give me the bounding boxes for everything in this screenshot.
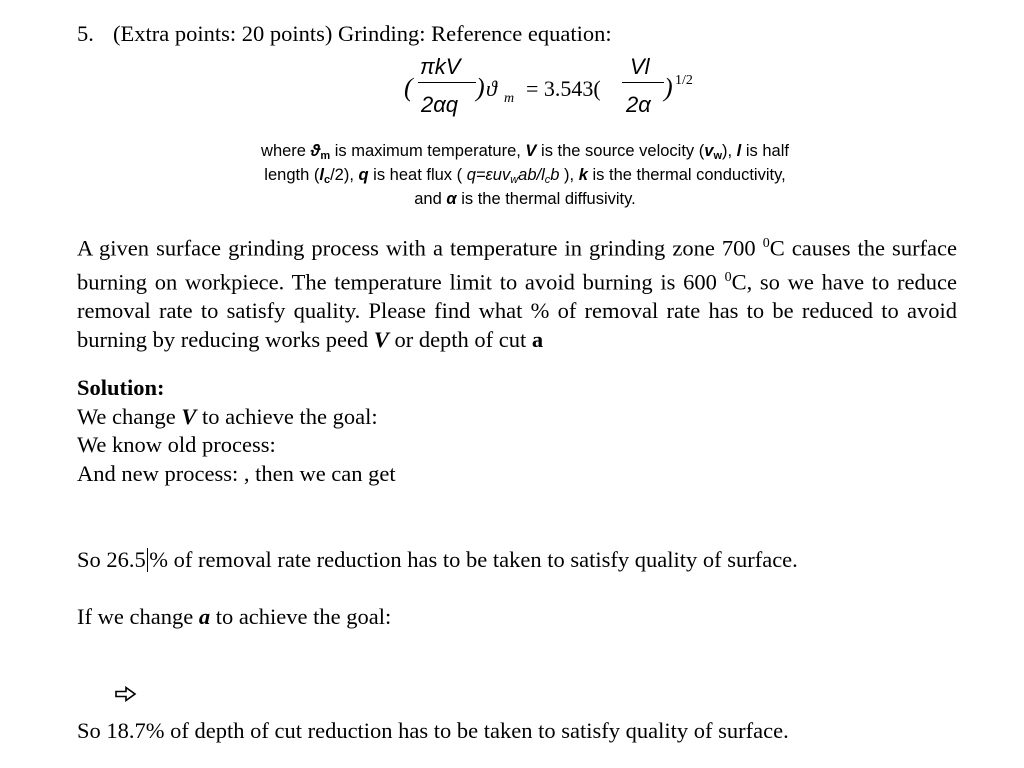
question-number: 5. — [77, 21, 94, 46]
eq-theta: ϑ — [486, 76, 497, 101]
eq-theta-subscript: m — [504, 91, 515, 106]
equation-caption — [200, 139, 850, 211]
result-depth-of-cut: So 18.7% of depth of cut reduction has to be taken to satisfy quality of surface. — [77, 718, 789, 743]
solution-line-change-a: If we change a to achieve the goal: — [77, 604, 392, 629]
caption-line-3: and α is the thermal diffusivity. — [414, 190, 636, 208]
eq-lhs-fraction-bar — [418, 82, 476, 83]
eq-lhs-denominator: 2αq — [421, 92, 459, 117]
problem-statement: A given surface grinding process with a temperature in grinding zone 700 $^0$C causes the surface burning on workpiece. The temperature limit to avoid burning is 600 $^0$C, so we have to reduce removal rate to satisfy quality. Please find what % of removal rate has to be reduced to avoid burning by reducing works peed V or depth of cut a — [77, 235, 958, 352]
solution-heading: Solution: — [77, 375, 165, 400]
solution-line-new-process: And new process: , then we can get — [77, 461, 396, 486]
eq-coefficient: = 3.543( — [526, 76, 601, 101]
eq-exponent: 1/2 — [675, 73, 693, 88]
question-title — [77, 19, 612, 48]
question-title-text: (Extra points: 20 points) Grinding: Reference equation: — [113, 21, 612, 46]
eq-rhs-numerator: Vl — [630, 54, 650, 79]
eq-lhs-numerator: πkV — [420, 54, 461, 79]
eq-close-paren-rhs: ) — [664, 73, 673, 102]
caption-line-2: length $(l_c/2)$, q is heat flux ( $q=\varepsilon uv_wab/l_cb$ ), k is the thermal conductivity, — [264, 166, 786, 186]
eq-open-paren-lhs: ( — [404, 73, 413, 102]
eq-rhs-fraction-bar — [622, 82, 664, 83]
right-arrow-icon — [115, 686, 137, 702]
eq-close-paren-lhs: ) — [476, 73, 485, 102]
reference-equation — [390, 50, 720, 128]
caption-line-1: where $ϑ_m$ is maximum temperature, V is the source velocity $(v_w)$, l is half — [261, 142, 789, 162]
solution-line-change-v: We change V to achieve the goal: — [77, 404, 378, 429]
solution-line-old-process: We know old process: — [77, 432, 276, 457]
eq-rhs-denominator: 2α — [626, 92, 651, 117]
result-removal-rate[interactable]: So 26.5 % of removal rate reduction has to be taken to satisfy quality of surface. — [77, 547, 798, 572]
